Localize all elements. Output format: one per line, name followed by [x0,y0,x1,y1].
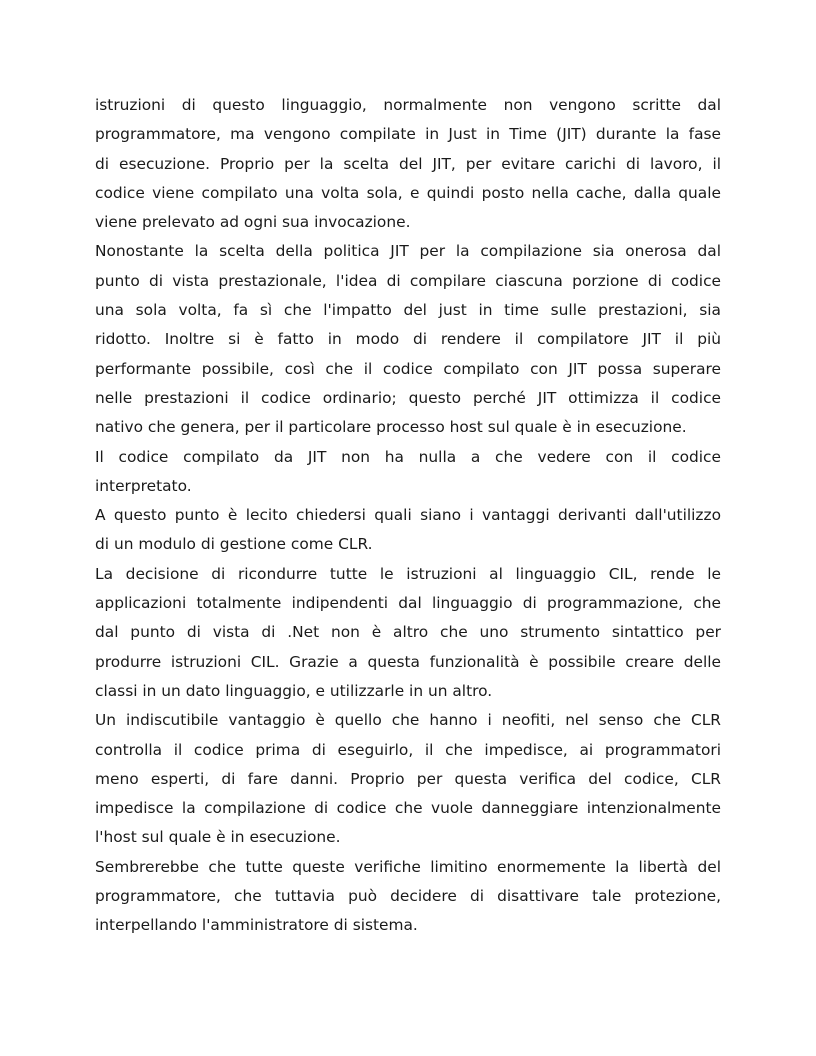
text-line: impedisce la compilazione di codice che vuole danneggiare intenzionalmente [95,799,721,818]
text-line: meno esperti, di fare danni. Proprio per questa verifica del codice, CLR [95,769,721,788]
text-line: Nonostante la scelta della politica JIT per la compilazione sia onerosa dal [95,242,721,261]
text-line: interpellando l'amministratore di sistema. [95,916,418,935]
paragraph-clr-code-verification [95,706,721,852]
text-line: performante possibile, così che il codice compilato con JIT possa superare [95,359,721,378]
paragraph-cil-language-independence [95,560,721,706]
paragraph-jit-not-interpreted [95,443,721,502]
text-line: istruzioni di questo linguaggio, normalmente non vengono scritte dal [95,96,721,114]
text-line: Un indiscutibile vantaggio è quello che hanno i neofiti, nel senso che CLR [95,711,721,730]
text-line: viene prelevato ad ogni sua invocazione. [95,213,411,232]
paragraph-jit-performance [95,237,721,442]
text-line: una sola volta, fa sì che l'impatto del just in time sulle prestazioni, sia [95,301,721,320]
text-line: di esecuzione. Proprio per la scelta del JIT, per evitare carichi di lavoro, il [95,154,721,173]
text-line: l'host sul quale è in esecuzione. [95,828,341,847]
paragraph-clr-advantages-question [95,501,721,560]
text-line: classi in un dato linguaggio, e utilizzarle in un altro. [95,681,493,700]
body-text [95,91,721,941]
text-line: di un modulo di gestione come CLR. [95,535,373,554]
text-line: dal punto di vista di .Net non è altro che uno strumento sintattico per [95,623,721,642]
text-line: A questo punto è lecito chiedersi quali siano i vantaggi derivanti dall'utilizzo [95,506,721,525]
text-line: programmatore, ma vengono compilate in Just in Time (JIT) durante la fase [95,125,721,144]
text-line: interpretato. [95,476,192,495]
text-line: controlla il codice prima di eseguirlo, il che impedisce, ai programmatori [95,740,721,759]
text-line: programmatore, che tuttavia può decidere di disattivare tale protezione, [95,887,721,906]
text-line: La decisione di ricondurre tutte le istruzioni al linguaggio CIL, rende le [95,564,721,583]
text-line: ridotto. Inoltre si è fatto in modo di rendere il compilatore JIT il più [95,330,721,349]
text-line: produrre istruzioni CIL. Grazie a questa funzionalità è possibile creare delle [95,652,721,671]
text-line: Sembrerebbe che tutte queste verifiche limitino enormemente la libertà del [95,857,721,876]
text-line: punto di vista prestazionale, l'idea di compilare ciascuna porzione di codice [95,271,721,290]
text-line: codice viene compilato una volta sola, e quindi posto nella cache, dalla quale [95,183,721,202]
paragraph-disable-protection [95,853,721,941]
paragraph-jit-intro [95,91,721,237]
text-line: applicazioni totalmente indipendenti dal linguaggio di programmazione, che [95,594,721,613]
text-line: nelle prestazioni il codice ordinario; questo perché JIT ottimizza il codice [95,388,721,407]
text-line: Il codice compilato da JIT non ha nulla a che vedere con il codice [95,447,721,466]
text-line: nativo che genera, per il particolare processo host sul quale è in esecuzione. [95,418,687,437]
